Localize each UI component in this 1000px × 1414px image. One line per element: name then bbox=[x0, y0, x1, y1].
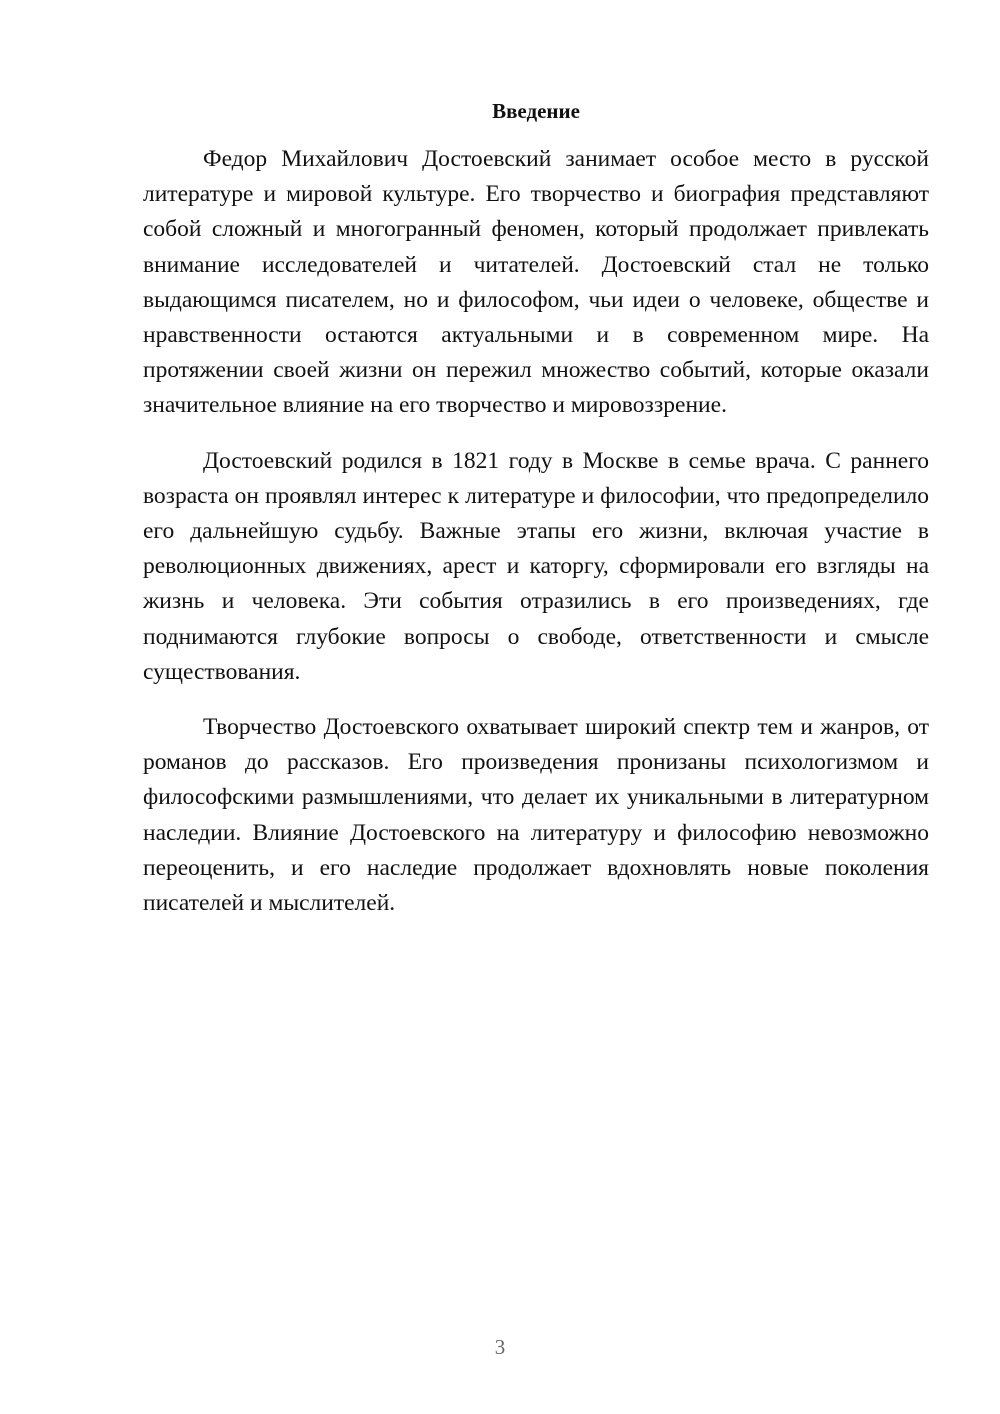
paragraph-1: Федор Михайлович Достоевский занимает особое место в русской литературе и мировой культуре. Его творчество и биография представляют собой сложный и многогранный феномен, который продолжает привлекать внимание исследователей и читателей. Достоевский стал не только выдающимся писателем, но и философом, чьи идеи о человеке, обществе и нравственности остаются актуальными и в современном мире. На протяжении своей жизни он пережил множество событий, которые оказали значительное влияние на его творчество и мировоззрение. bbox=[143, 146, 929, 419]
page-number: 3 bbox=[494, 1335, 506, 1359]
section-heading: Введение bbox=[492, 99, 580, 123]
body-text bbox=[143, 142, 929, 921]
paragraph-2: Достоевский родился в 1821 году в Москве в семье врача. С раннего возраста он проявлял интерес к литературе и философии, что предопределило его дальнейшую судьбу. Важные этапы его жизни, включая участие в революционных движениях, арест и каторгу, сформировали его взгляды на жизнь и человека. Эти события отразились в его произведениях, где поднимаются глубокие вопросы о свободе, ответственности и смысле существования. bbox=[143, 447, 929, 685]
paragraph-3: Творчество Достоевского охватывает широкий спектр тем и жанров, от романов до рассказов. Его произведения пронизаны психологизмом и философскими размышлениями, что делает их уникальными в литературном наследии. Влияние Достоевского на литературу и философию невозможно переоценить, и его наследие продолжает вдохновлять новые поколения писателей и мыслителей. bbox=[143, 714, 929, 917]
